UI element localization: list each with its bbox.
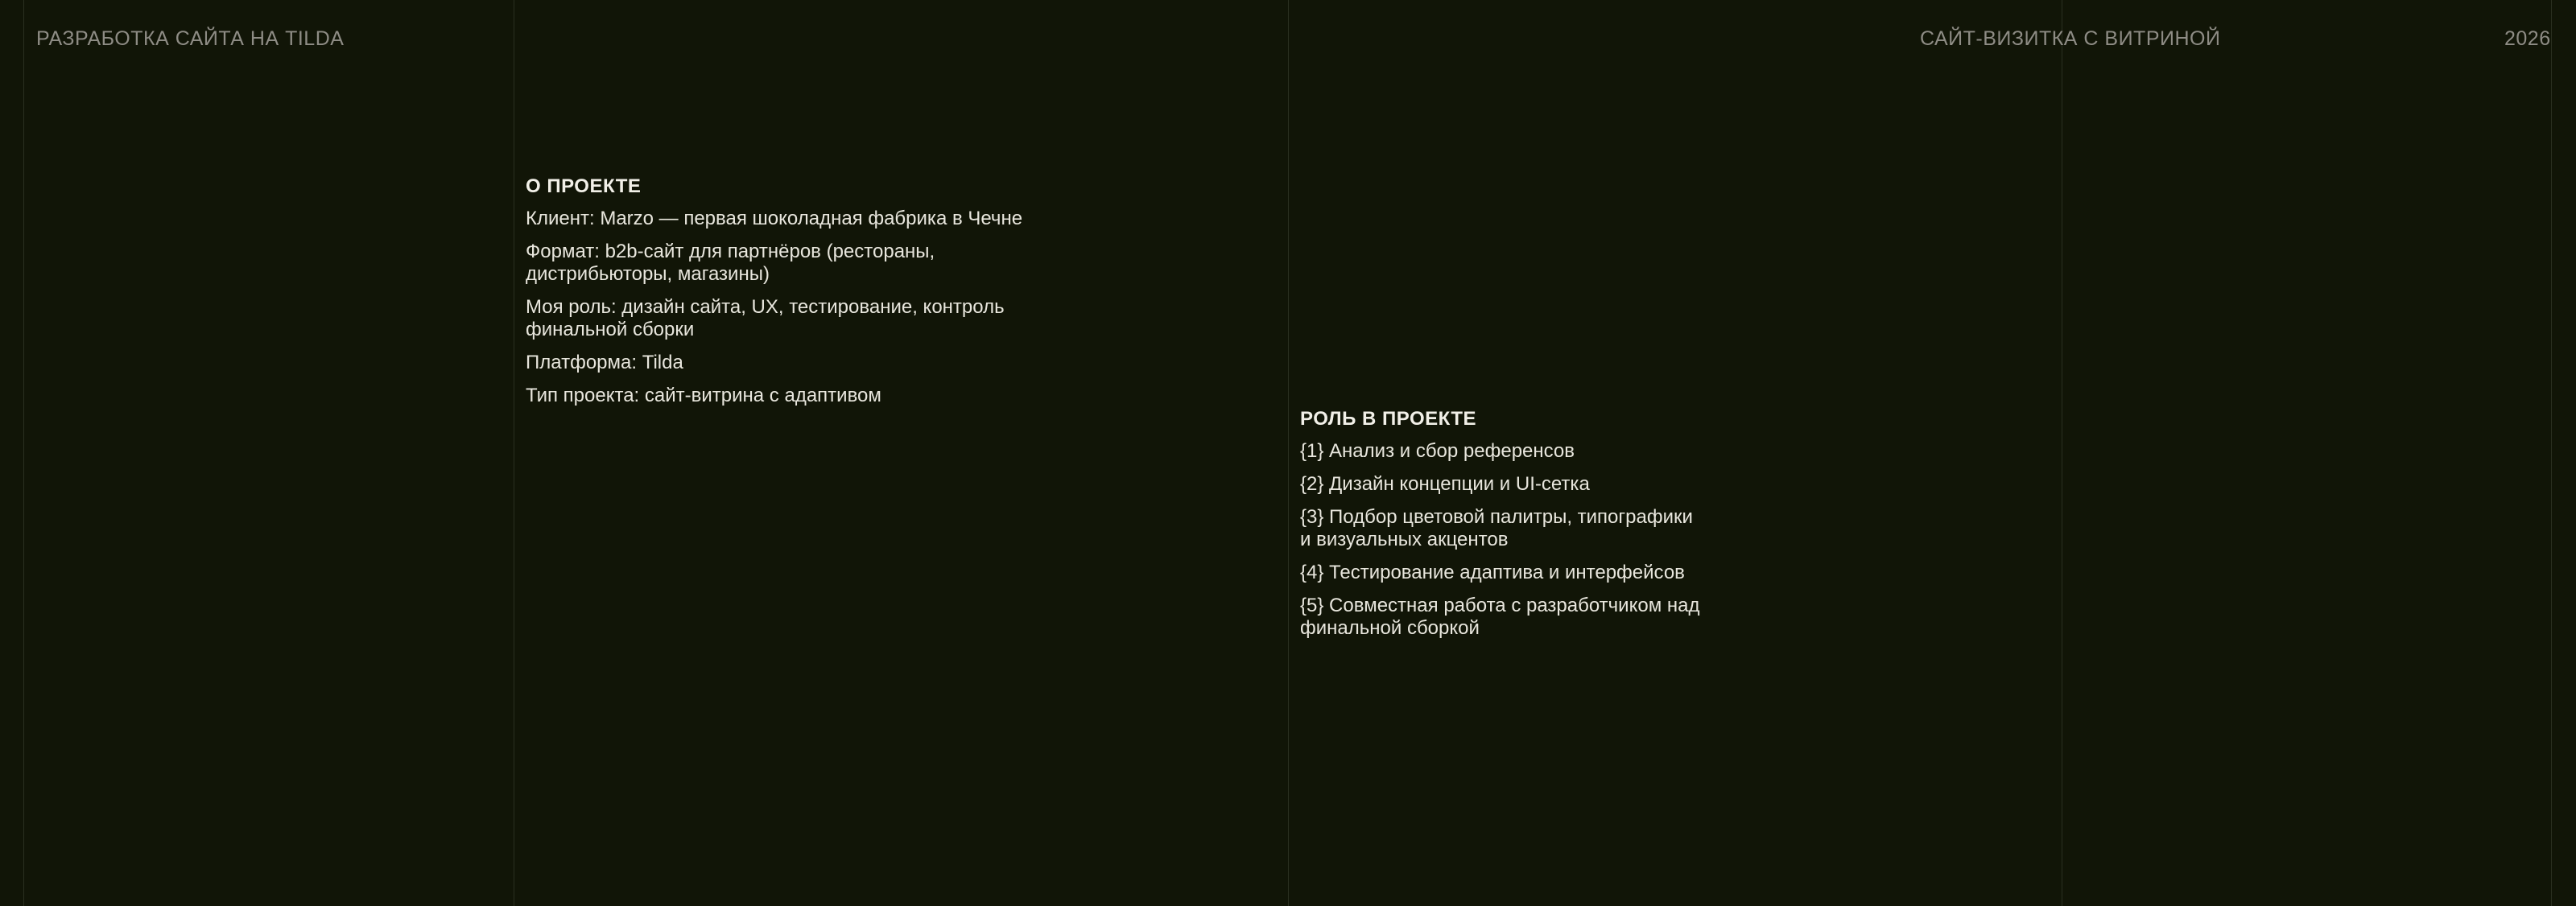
header-left-title: РАЗРАБОТКА САЙТА НА TILDA — [36, 27, 345, 50]
grid-line-5 — [2551, 0, 2552, 906]
role-item-2: {2} Дизайн концепции и UI-сетка — [1300, 473, 1590, 495]
about-item-role: Моя роль: дизайн сайта, UX, тестирование, контроль финальной сборки — [526, 296, 1005, 340]
grid-line-1 — [23, 0, 24, 906]
role-item-5: {5} Совместная работа с разработчиком над финальной сборкой — [1300, 595, 1700, 639]
role-item-1: {1} Анализ и сбор референсов — [1300, 440, 1575, 462]
about-title: О ПРОЕКТЕ — [526, 175, 642, 197]
about-item-format: Формат: b2b-сайт для партнёров (рестораны, дистрибьюторы, магазины) — [526, 241, 935, 285]
role-item-4: {4} Тестирование адаптива и интерфейсов — [1300, 562, 1685, 583]
about-item-platform: Платформа: Tilda — [526, 352, 683, 373]
role-section — [1300, 408, 1783, 650]
about-section — [526, 175, 1089, 418]
role-title: РОЛЬ В ПРОЕКТЕ — [1300, 408, 1477, 430]
header-year: 2026 — [2504, 27, 2551, 50]
about-item-client: Клиент: Marzo — первая шоколадная фабрика в Чечне — [526, 208, 1023, 229]
about-item-type: Тип проекта: сайт-витрина с адаптивом — [526, 385, 881, 406]
role-item-3: {3} Подбор цветовой палитры, типографики и визуальных акцентов — [1300, 506, 1693, 550]
header-project-type: САЙТ-ВИЗИТКА С ВИТРИНОЙ — [1920, 27, 2221, 50]
grid-line-3 — [1288, 0, 1289, 906]
